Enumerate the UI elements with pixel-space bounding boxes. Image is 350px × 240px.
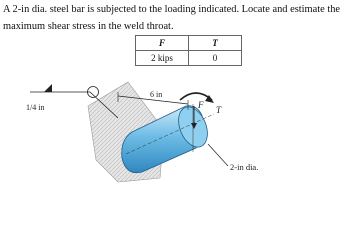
weld-size-label: 1/4 in: [26, 103, 45, 112]
table-header-t: T: [189, 36, 242, 51]
diameter-label: 2-in dia.: [230, 162, 259, 172]
diameter-leader: [208, 144, 228, 166]
table-cell-t: 0: [189, 51, 242, 66]
loading-table: [135, 35, 242, 66]
length-label: 6 in: [150, 90, 163, 99]
force-label: F: [198, 100, 204, 110]
table-header-f: F: [136, 36, 189, 51]
table-cell-f: 2 kips: [136, 51, 189, 66]
problem-statement: A 2-in dia. steel bar is subjected to the loading indicated. Locate and estimate the maximum shear stress in the weld throat.: [3, 4, 341, 32]
table-header-row: [136, 36, 242, 51]
torque-label: T: [216, 105, 222, 115]
weld-figure: [0, 70, 350, 188]
table-row: [136, 51, 242, 66]
